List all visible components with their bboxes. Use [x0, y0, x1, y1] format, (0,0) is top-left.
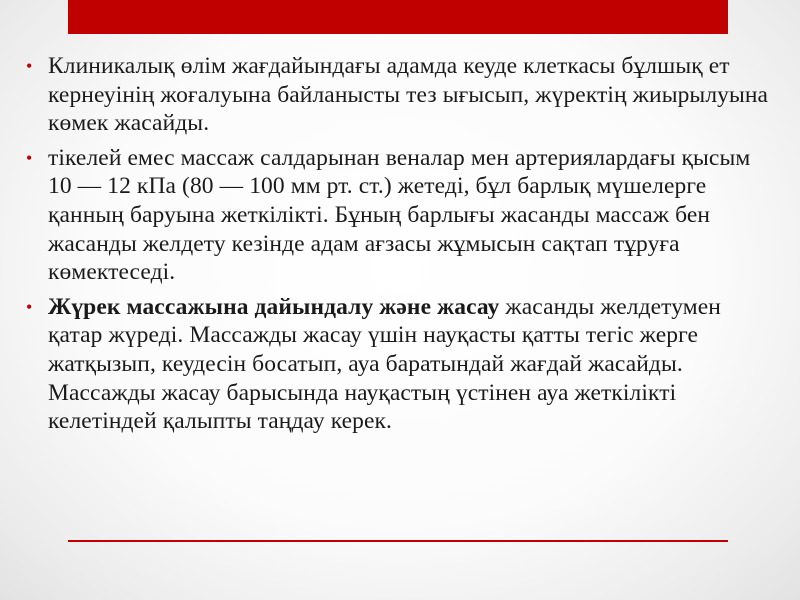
bullet-text-2: тікелей емес массаж салдарынан веналар мен артериялардағы қысым 10 — 12 кПа (80 — 100 мм рт. ст.) жетеді, бұл барлық мүшелерге қанның баруына жеткілікті. Бұның барлығы жасанды массаж бен жасанды желдету кезінде адам ағзасы жұмысын сақтап тұруға көмектеседі.	[48, 144, 751, 286]
bullet-list	[26, 52, 778, 442]
bullet-item-3	[26, 293, 778, 436]
bullet-item-2	[26, 144, 778, 287]
title-bar	[68, 0, 728, 34]
bullet-item-1	[26, 52, 778, 138]
bullet-text-3: жасанды желдетумен қатар жүреді. Массажды жасау үшін науқасты қатты тегіс жерге жатқызып, кеудесін босатып, ауа баратындай жағдай жасайды. Массажды жасау барысында науқастың үстінен ауа жеткілікті келетіндей қалыпты таңдау керек.	[48, 293, 721, 435]
bullet-icon: •	[26, 147, 33, 168]
bullet-text-1: Клиникалық өлім жағдайындағы адамда кеуде клеткасы бұлшық ет кернеуінің жоғалуына байланысты тез ығысып, жүректің жиырылуына көмек жасайды.	[48, 53, 769, 137]
bottom-divider	[68, 540, 728, 542]
bullet-icon: •	[26, 56, 33, 76]
bullet-lead-3: Жүрек массажына дайындалу және жасау	[48, 293, 500, 320]
bullet-icon: •	[26, 296, 33, 317]
